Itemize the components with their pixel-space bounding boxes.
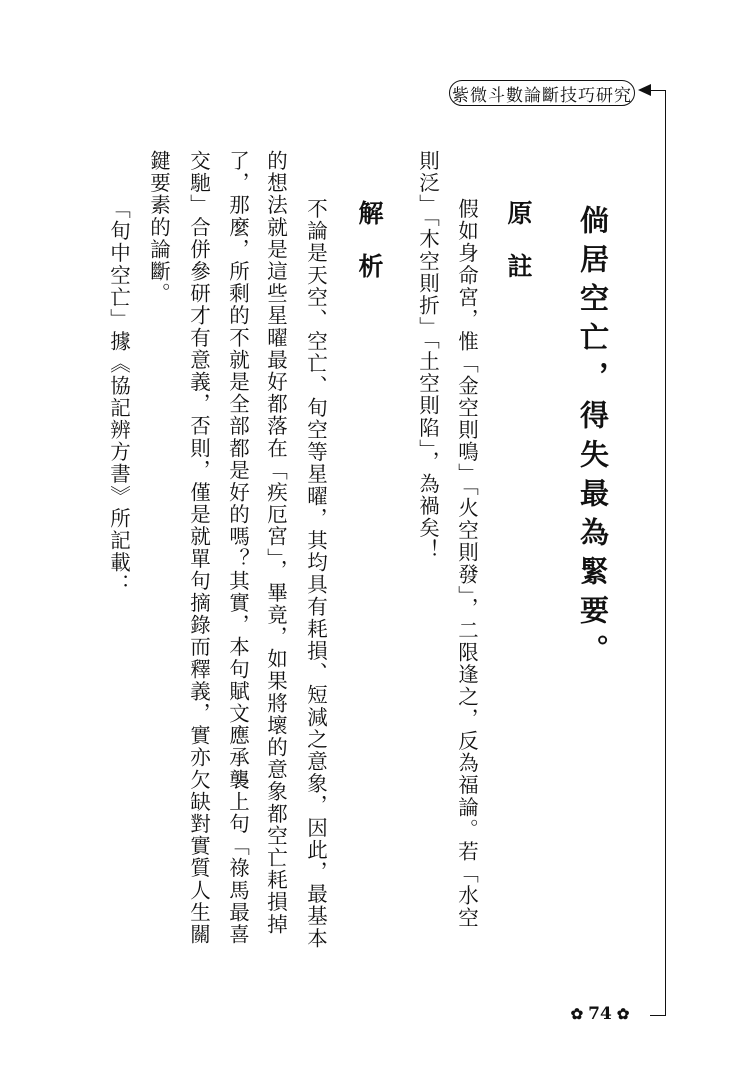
original-note-line-2: 則泛」「木空則折」「土空則陷」，為禍矣！ (415, 150, 440, 562)
analysis-line-6: 「旬中空亡」據《協記辨方書》所記載： (106, 198, 131, 596)
flower-ornament-icon: ✿ (570, 1005, 584, 1023)
analysis-line-5: 鍵要素的論斷。 (146, 150, 171, 305)
page-number-value: 74 (588, 1004, 612, 1024)
original-note-heading: 原註 (504, 200, 533, 306)
analysis-line-4: 交馳」合併參研才有意義，否則，僅是就單句摘錄而釋義，實亦欠缺對實質人生關 (186, 150, 211, 946)
flower-ornament-icon: ✿ (616, 1005, 630, 1023)
book-title-tab (449, 80, 635, 106)
analysis-line-2: 的想法就是這些星曜最好都落在「疾厄宮」，畢竟，如果將壞的意象都空亡耗損掉 (263, 150, 288, 936)
book-title: 紫微斗數論斷技巧研究 (452, 85, 632, 106)
page-number (560, 1002, 640, 1026)
analysis-line-1: 不論是天空、空亡、旬空等星曜，其均具有耗損、短減之意象，因此，最基本 (303, 198, 328, 950)
page-frame-line (650, 90, 666, 1016)
analysis-heading: 解析 (355, 200, 384, 306)
analysis-line-3: 了，那麼，所剩的不就是全部都是好的嗎？其實，本句賦文應承襲上句「祿馬最喜 (225, 150, 250, 946)
section-title: 倘居空亡，得失最為緊要。 (576, 205, 610, 673)
arrow-left-icon (638, 84, 651, 96)
original-note-line-1: 假如身命宮，惟「金空則鳴」「火空則發」，二限逢之，反為福論。若「水空 (454, 198, 479, 929)
